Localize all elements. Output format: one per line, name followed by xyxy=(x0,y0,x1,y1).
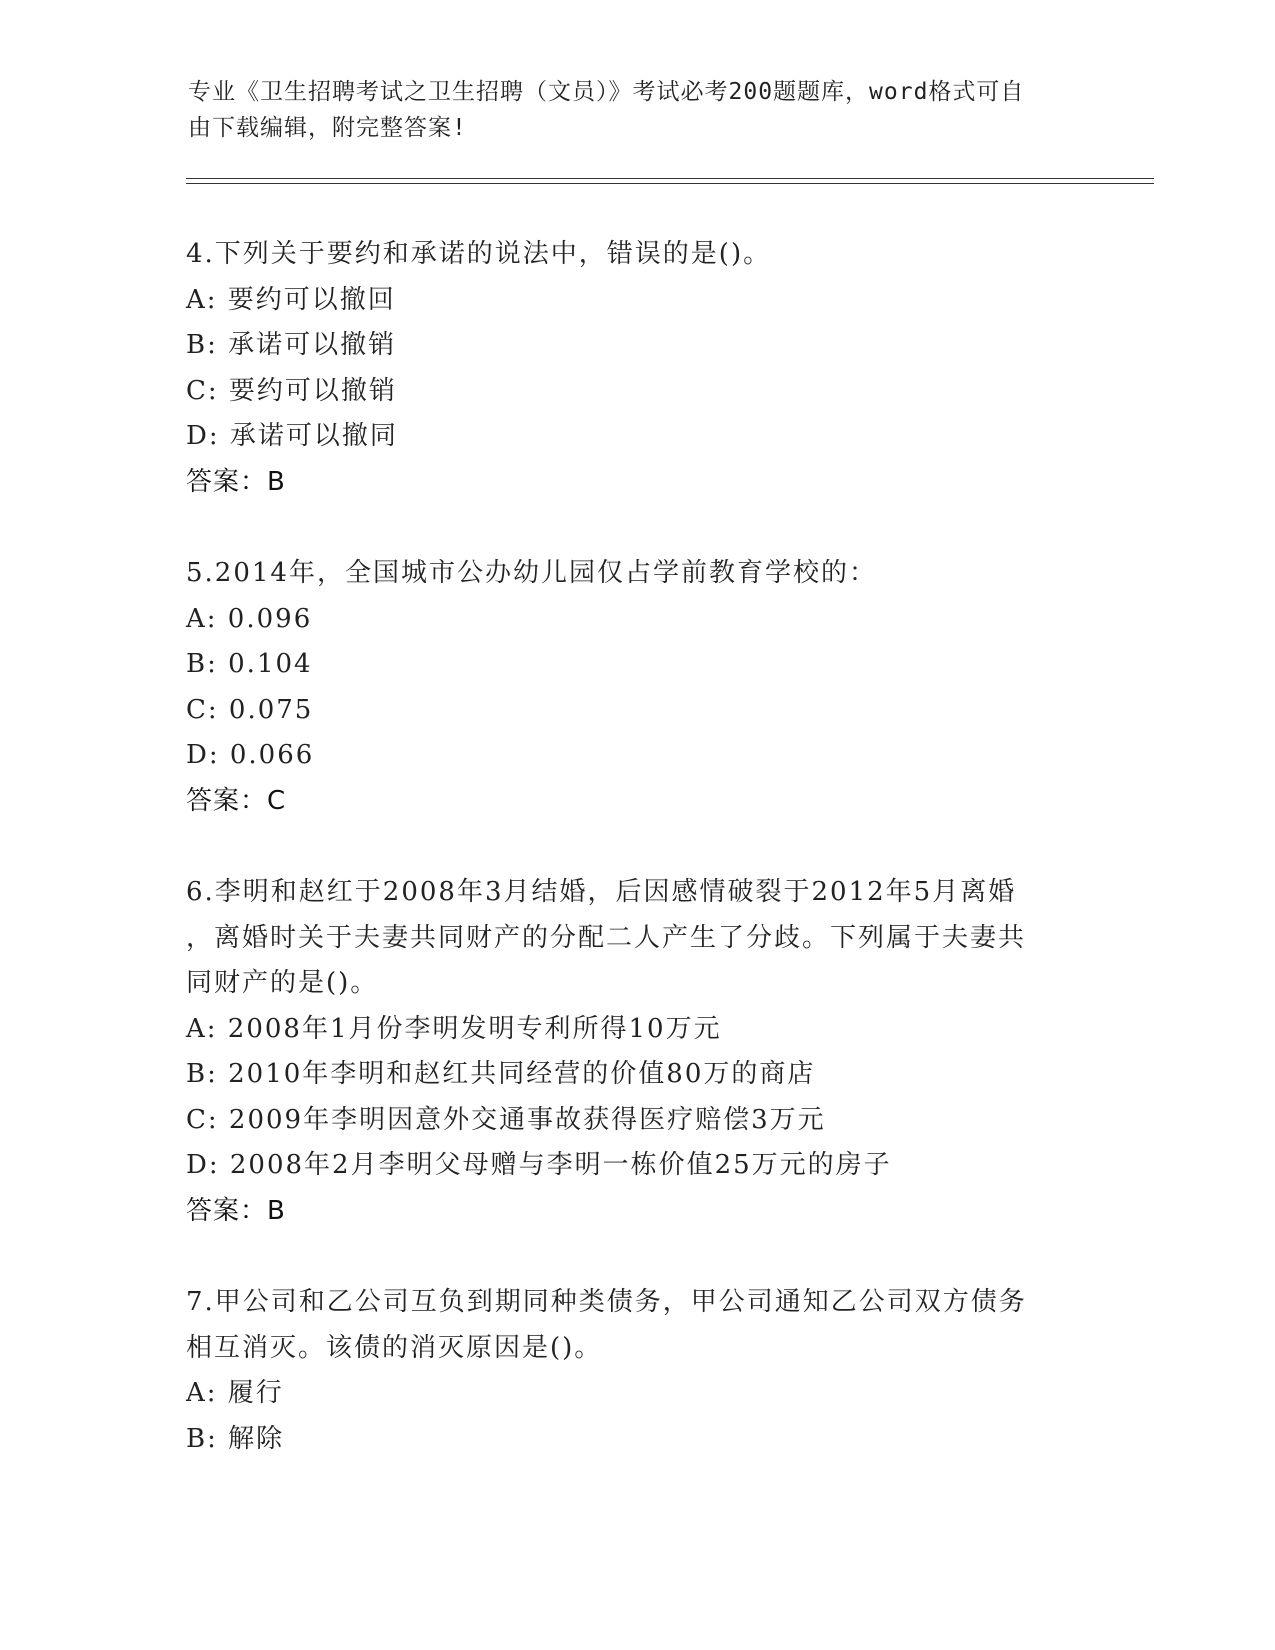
option-b: B: 0.104 xyxy=(186,649,313,679)
option-b: B: 解除 xyxy=(186,1423,285,1454)
answer: 答案：B xyxy=(186,466,286,497)
option-d: D: 0.066 xyxy=(186,740,315,770)
question-text-line-1: 6.李明和赵红于2008年3月结婚，后因感情破裂于2012年5月离婚 xyxy=(186,877,1017,907)
answer: 答案：B xyxy=(186,1195,286,1226)
option-d: D: 承诺可以撤同 xyxy=(186,421,398,451)
question-text: 5.2014年，全国城市公办幼儿园仅占学前教育学校的： xyxy=(186,558,877,588)
option-d: D: 2008年2月李明父母赠与李明一栋价值25万元的房子 xyxy=(186,1150,892,1180)
header-divider-top xyxy=(186,178,1154,179)
option-a: A: 履行 xyxy=(186,1378,284,1408)
question-4 xyxy=(186,232,1086,505)
question-text-line-3: 同财产的是()。 xyxy=(186,968,379,998)
document-intro xyxy=(188,74,1068,146)
question-text-line-2: ，离婚时关于夫妻共同财产的分配二人产生了分歧。下列属于夫妻共 xyxy=(186,922,1027,953)
question-text-line-1: 7.甲公司和乙公司互负到期同种类债务，甲公司通知乙公司双方债务 xyxy=(186,1287,1027,1317)
option-a: A: 2008年1月份李明发明专利所得10万元 xyxy=(186,1013,722,1044)
option-b: B: 2010年李明和赵红共同经营的价值80万的商店 xyxy=(186,1059,816,1089)
option-c: C: 要约可以撤销 xyxy=(186,375,397,406)
question-7 xyxy=(186,1280,1086,1462)
intro-line-1: 专业《卫生招聘考试之卫生招聘（文员）》考试必考200题题库，word格式可自 xyxy=(188,79,1025,105)
question-6 xyxy=(186,870,1086,1234)
option-c: C: 2009年李明因意外交通事故获得医疗赔偿3万元 xyxy=(186,1104,826,1135)
answer: 答案：C xyxy=(186,785,287,816)
intro-line-2: 由下载编辑，附完整答案! xyxy=(188,115,467,141)
option-a: A: 要约可以撤回 xyxy=(186,284,396,315)
question-5 xyxy=(186,551,1086,824)
question-list xyxy=(186,232,1086,1508)
header-divider-bottom xyxy=(186,183,1154,184)
question-text: 4.下列关于要约和承诺的说法中，错误的是()。 xyxy=(186,239,772,269)
option-c: C: 0.075 xyxy=(186,694,314,725)
option-a: A: 0.096 xyxy=(186,603,313,634)
question-text-line-2: 相互消灭。该债的消灭原因是()。 xyxy=(186,1332,603,1363)
option-b: B: 承诺可以撤销 xyxy=(186,330,397,360)
